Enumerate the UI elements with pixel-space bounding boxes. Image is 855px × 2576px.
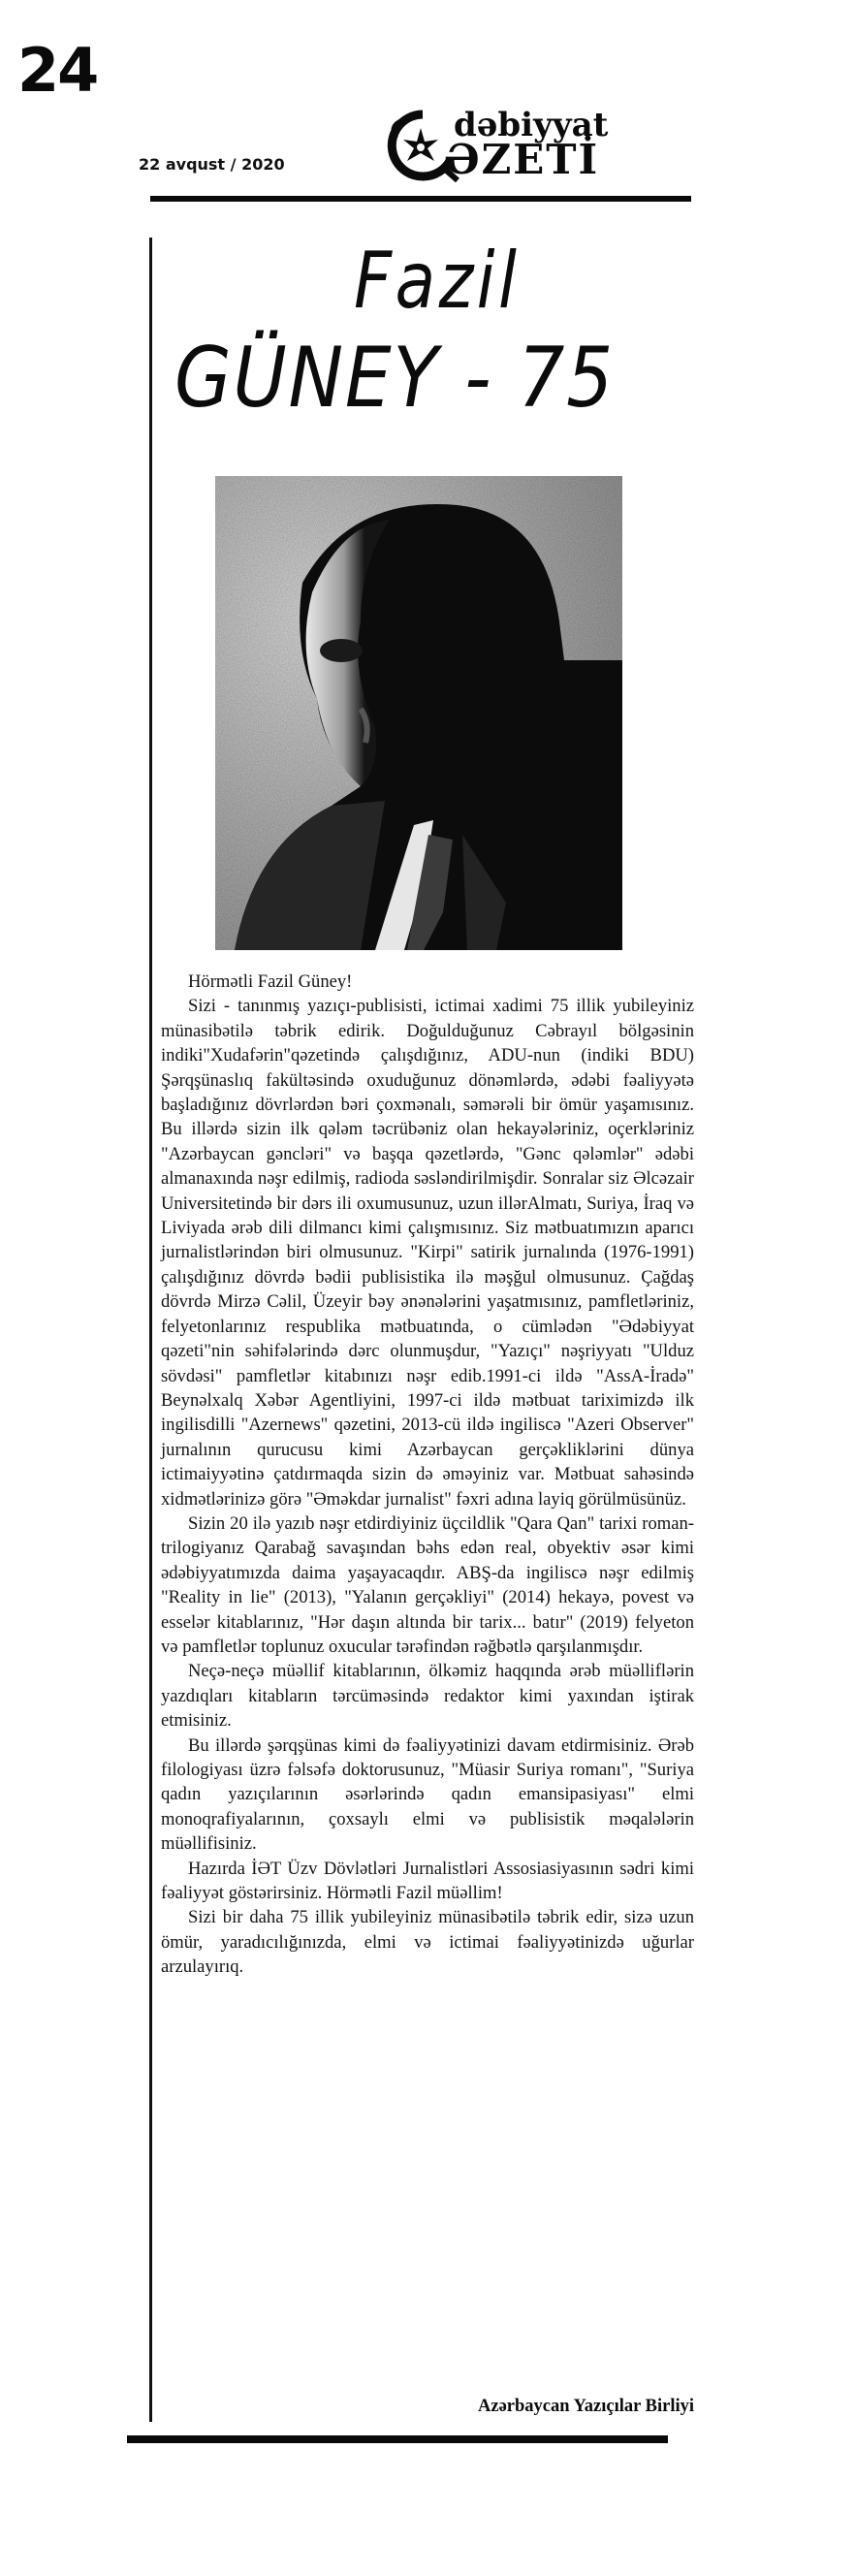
newspaper-masthead <box>386 106 677 186</box>
masthead-line-2: ƏZETİ <box>444 136 600 183</box>
portrait-photo <box>215 476 622 950</box>
article-paragraph: Neçə-neçə müəllif kitablarının, ölkəmiz haqqında ərəb müəlliflərin yazdıqları kitabların tərcüməsində redaktor kimi yaxından iştirak etmisiniz. <box>161 1661 694 1732</box>
article-body <box>161 970 694 1980</box>
article-paragraph: Sizi bir daha 75 illik yubileyiniz münasibətilə təbrik edir, sizə uzun ömür, yaradıcılığınızda, elmi və ictimai fəaliyyətinizdə uğurlar arzulayırıq. <box>161 1907 694 1978</box>
headline-last-name: GÜNEY - 75 <box>174 330 616 427</box>
page-number: 24 <box>17 35 98 106</box>
article-paragraph: Sizi - tanınmış yazıçı-publisisti, ictimai xadimi 75 illik yubileyiniz münasibətilə təbrik edirik. Doğulduğunuz Cəbrayıl bölgəsinin indiki"Xudafərin"qəzetində çalışdığınız, ADU-nun (indiki BDU) Şərqşünaslıq fakültəsində oxuduğunuz dönəmlərdə, ədəbi fəaliyyətə başladığınız dövrlərdən bəri çoxmənalı, səmərəli bir ömür yaşamısınız. Bu illərdə sizin ilk qələm təcrübəniz olan hekayələriniz, oçerkləriniz "Azərbaycan gəncləri" və başqa qəzetlərdə, "Gənc qələmlər" ədəbi almanaxında nəşr edilmiş, radioda səsləndirilmişdir. Sonralar siz Əlcəzair Universitetində bir dərs ili oxumusunuz, uzun illərAlmatı, Suriya, İraq və Liviyada ərəb dili dilmancı kimi çalışmısınız. Siz mətbuatımızın aparıcı jurnalistlərindən biri olmusunuz. "Kirpi" satirik jurnalında (1976-1991) çalışdığınız dövrdə bədii publisistika ilə məşğul olmusunuz. Çağdaş dövrdə Mirzə Cəlil, Üzeyir bəy ənənələrini yaşatmısınız, pamfletləriniz, felyetonlarınız respublika mətbuatında, o cümlədən "Ədəbiyyat qəzeti"nin səhifələrində dərc olunmuşdur, "Yazıçı" nəşriyyatı "Ulduz sövdəsi" pamfletlər kitabınızı nəşr edib.1991-ci ildə "AssA-İradə" Beynəlxalq Xəbər Agentliyini, 1997-ci ildə mətbuat tariximizdə ilk ingilisdilli "Azernews" qəzetini, 2013-cü ildə ingiliscə "Azeri Observer" jurnalının qurucusu kimi Azərbaycan gerçəkliklərini dünya ictimaiyyətinə çatdırmaqda sizin də əməyiniz var. Mətbuat sahəsində xidmətlərinizə görə "Əməkdar jurnalist" fəxri adına layiq görülmüsünüz. <box>161 996 694 1510</box>
article-signature: Azərbaycan Yazıçılar Birliyi <box>478 2397 694 2416</box>
masthead-line-1: dəbiyyat <box>454 106 609 144</box>
bottom-divider-rule <box>127 2435 668 2443</box>
top-divider-rule <box>150 196 691 202</box>
article-left-border <box>149 238 152 2422</box>
article-paragraph: Bu illərdə şərqşünas kimi də fəaliyyətinizi davam etdirmisiniz. Ərəb filologiyası üzrə fəlsəfə doktorusunuz, "Müasir Suriya romanı", "Suriya qadın yazıçılarının əsərlərində qadın emansipasiyası" elmi monoqrafiyalarının, çoxsaylı elmi və publisistik məqalələrin müəllifisiniz. <box>161 1734 694 1855</box>
salutation: Hörmətli Fazil Güney! <box>188 971 353 992</box>
article-paragraph: Sizin 20 ilə yazıb nəşr etdirdiyiniz üçcildlik "Qara Qan" tarixi roman-trilogiyanız Qarabağ savaşından bəhs edən real, obyektiv əsər kimi ədəbiyyatımızda daima yaşayacaqdır. ABŞ-da ingiliscə nəşr edilmiş "Reality in lie" (2013), "Yalanın gerçəkliyi" (2014) hekayə, povest və esselər kitablarınız, "Hər daşın altında bir tarix... batır" (2019) felyeton və pamfletlər toplunuz oxucular tərəfindən rəğbətlə qarşılanmışdır. <box>161 1512 694 1657</box>
article-paragraph: Hazırda İƏT Üzv Dövlətləri Jurnalistləri Assosiasiyasının sədri kimi fəaliyyət göstərirsiniz. Hörmətli Fazil müəllim! <box>161 1858 694 1904</box>
issue-date: 22 avqust / 2020 <box>139 155 285 174</box>
headline-first-name: Fazil <box>354 236 521 326</box>
portrait-image <box>215 476 622 950</box>
